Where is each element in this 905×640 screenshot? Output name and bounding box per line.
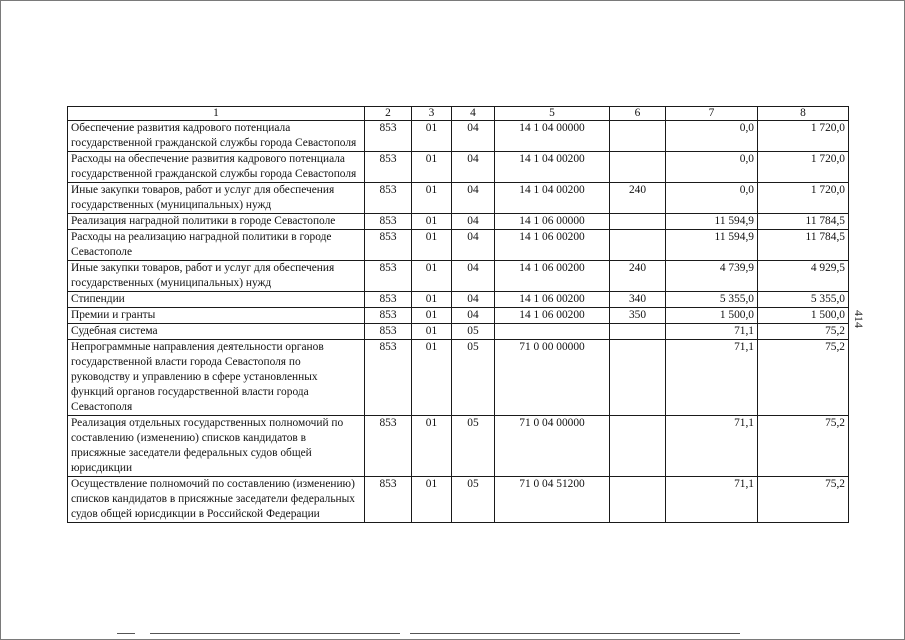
cell-amount-year-1: 5 355,0 <box>666 292 758 308</box>
table-row <box>68 230 849 261</box>
cell-amount-year-2: 75,2 <box>758 416 849 477</box>
cell-section: 01 <box>412 308 452 324</box>
cell-subsection: 04 <box>452 183 495 214</box>
table-body <box>68 121 849 523</box>
table-row <box>68 183 849 214</box>
cell-section: 01 <box>412 261 452 292</box>
cell-admin-code: 853 <box>365 214 412 230</box>
cell-subsection: 05 <box>452 477 495 523</box>
cell-expense-type: 350 <box>610 308 666 324</box>
table-row <box>68 152 849 183</box>
bottom-divider <box>150 633 400 634</box>
cell-section: 01 <box>412 416 452 477</box>
cell-amount-year-2: 4 929,5 <box>758 261 849 292</box>
cell-admin-code: 853 <box>365 152 412 183</box>
cell-name: Расходы на обеспечение развития кадрового потенциала государственной гражданской службы города Севастополя <box>68 152 365 183</box>
cell-amount-year-1: 0,0 <box>666 121 758 152</box>
cell-admin-code: 853 <box>365 261 412 292</box>
cell-target-article: 14 1 04 00000 <box>495 121 610 152</box>
table-row <box>68 121 849 152</box>
cell-subsection: 04 <box>452 230 495 261</box>
cell-expense-type <box>610 477 666 523</box>
cell-section: 01 <box>412 477 452 523</box>
cell-target-article: 14 1 06 00200 <box>495 261 610 292</box>
cell-amount-year-1: 71,1 <box>666 340 758 416</box>
cell-section: 01 <box>412 230 452 261</box>
cell-admin-code: 853 <box>365 292 412 308</box>
cell-section: 01 <box>412 340 452 416</box>
cell-admin-code: 853 <box>365 121 412 152</box>
cell-name: Иные закупки товаров, работ и услуг для обеспечения государственных (муниципальных) нужд <box>68 261 365 292</box>
cell-amount-year-1: 71,1 <box>666 477 758 523</box>
table-row <box>68 340 849 416</box>
cell-name: Реализация наградной политики в городе Севастополе <box>68 214 365 230</box>
cell-amount-year-1: 11 594,9 <box>666 214 758 230</box>
table-row <box>68 416 849 477</box>
cell-name: Судебная система <box>68 324 365 340</box>
cell-admin-code: 853 <box>365 324 412 340</box>
cell-section: 01 <box>412 292 452 308</box>
cell-admin-code: 853 <box>365 308 412 324</box>
cell-name: Непрограммные направления деятельности органов государственной власти города Севастополя по руководству и управлению в сфере установленных функций органов государственной власти города Севастополя <box>68 340 365 416</box>
cell-admin-code: 853 <box>365 183 412 214</box>
cell-amount-year-1: 71,1 <box>666 416 758 477</box>
cell-name: Обеспечение развития кадрового потенциала государственной гражданской службы города Севастополя <box>68 121 365 152</box>
cell-target-article: 14 1 04 00200 <box>495 183 610 214</box>
cell-amount-year-1: 0,0 <box>666 183 758 214</box>
cell-name: Иные закупки товаров, работ и услуг для обеспечения государственных (муниципальных) нужд <box>68 183 365 214</box>
cell-target-article: 71 0 00 00000 <box>495 340 610 416</box>
cell-amount-year-2: 1 720,0 <box>758 121 849 152</box>
budget-table <box>67 106 849 523</box>
cell-name: Стипендии <box>68 292 365 308</box>
cell-subsection: 05 <box>452 340 495 416</box>
cell-section: 01 <box>412 183 452 214</box>
header-cell: 8 <box>758 107 849 121</box>
cell-amount-year-2: 1 720,0 <box>758 183 849 214</box>
cell-amount-year-2: 5 355,0 <box>758 292 849 308</box>
cell-subsection: 04 <box>452 292 495 308</box>
cell-amount-year-1: 71,1 <box>666 324 758 340</box>
table-row <box>68 292 849 308</box>
header-cell: 4 <box>452 107 495 121</box>
cell-section: 01 <box>412 324 452 340</box>
page-number: 414 <box>852 310 866 328</box>
cell-expense-type: 240 <box>610 183 666 214</box>
table-row <box>68 261 849 292</box>
cell-expense-type <box>610 340 666 416</box>
cell-expense-type: 240 <box>610 261 666 292</box>
cell-subsection: 04 <box>452 214 495 230</box>
header-cell: 6 <box>610 107 666 121</box>
cell-subsection: 05 <box>452 416 495 477</box>
cell-target-article: 14 1 04 00200 <box>495 152 610 183</box>
bottom-divider <box>117 633 135 634</box>
table-row <box>68 214 849 230</box>
cell-section: 01 <box>412 214 452 230</box>
cell-subsection: 04 <box>452 152 495 183</box>
cell-amount-year-2: 75,2 <box>758 340 849 416</box>
cell-name: Расходы на реализацию наградной политики в городе Севастополе <box>68 230 365 261</box>
header-cell: 3 <box>412 107 452 121</box>
cell-target-article: 14 1 06 00200 <box>495 308 610 324</box>
cell-subsection: 04 <box>452 121 495 152</box>
table-row <box>68 324 849 340</box>
cell-target-article: 14 1 06 00000 <box>495 214 610 230</box>
cell-amount-year-2: 11 784,5 <box>758 214 849 230</box>
cell-expense-type <box>610 416 666 477</box>
cell-target-article: 71 0 04 51200 <box>495 477 610 523</box>
cell-name: Реализация отдельных государственных полномочий по составлению (изменению) списков кандидатов в присяжные заседатели федеральных судов общей юрисдикции <box>68 416 365 477</box>
cell-expense-type <box>610 230 666 261</box>
cell-amount-year-2: 1 720,0 <box>758 152 849 183</box>
cell-target-article: 71 0 04 00000 <box>495 416 610 477</box>
cell-expense-type: 340 <box>610 292 666 308</box>
header-cell: 2 <box>365 107 412 121</box>
cell-amount-year-2: 11 784,5 <box>758 230 849 261</box>
cell-section: 01 <box>412 121 452 152</box>
cell-target-article: 14 1 06 00200 <box>495 230 610 261</box>
cell-amount-year-1: 1 500,0 <box>666 308 758 324</box>
cell-target-article <box>495 324 610 340</box>
header-cell: 7 <box>666 107 758 121</box>
cell-admin-code: 853 <box>365 230 412 261</box>
cell-amount-year-2: 75,2 <box>758 477 849 523</box>
cell-expense-type <box>610 324 666 340</box>
cell-expense-type <box>610 152 666 183</box>
cell-name: Осуществление полномочий по составлению (изменению) списков кандидатов в присяжные заседатели федеральных судов общей юрисдикции в Российской Федерации <box>68 477 365 523</box>
bottom-divider <box>410 633 740 634</box>
cell-admin-code: 853 <box>365 416 412 477</box>
header-cell: 5 <box>495 107 610 121</box>
cell-name: Премии и гранты <box>68 308 365 324</box>
cell-admin-code: 853 <box>365 477 412 523</box>
cell-amount-year-2: 1 500,0 <box>758 308 849 324</box>
cell-target-article: 14 1 06 00200 <box>495 292 610 308</box>
cell-expense-type <box>610 214 666 230</box>
cell-amount-year-2: 75,2 <box>758 324 849 340</box>
cell-amount-year-1: 0,0 <box>666 152 758 183</box>
cell-amount-year-1: 11 594,9 <box>666 230 758 261</box>
cell-subsection: 05 <box>452 324 495 340</box>
header-cell: 1 <box>68 107 365 121</box>
cell-admin-code: 853 <box>365 340 412 416</box>
table-row <box>68 477 849 523</box>
cell-subsection: 04 <box>452 261 495 292</box>
table-row <box>68 308 849 324</box>
cell-amount-year-1: 4 739,9 <box>666 261 758 292</box>
cell-section: 01 <box>412 152 452 183</box>
cell-expense-type <box>610 121 666 152</box>
table-header-row <box>68 107 849 121</box>
cell-subsection: 04 <box>452 308 495 324</box>
